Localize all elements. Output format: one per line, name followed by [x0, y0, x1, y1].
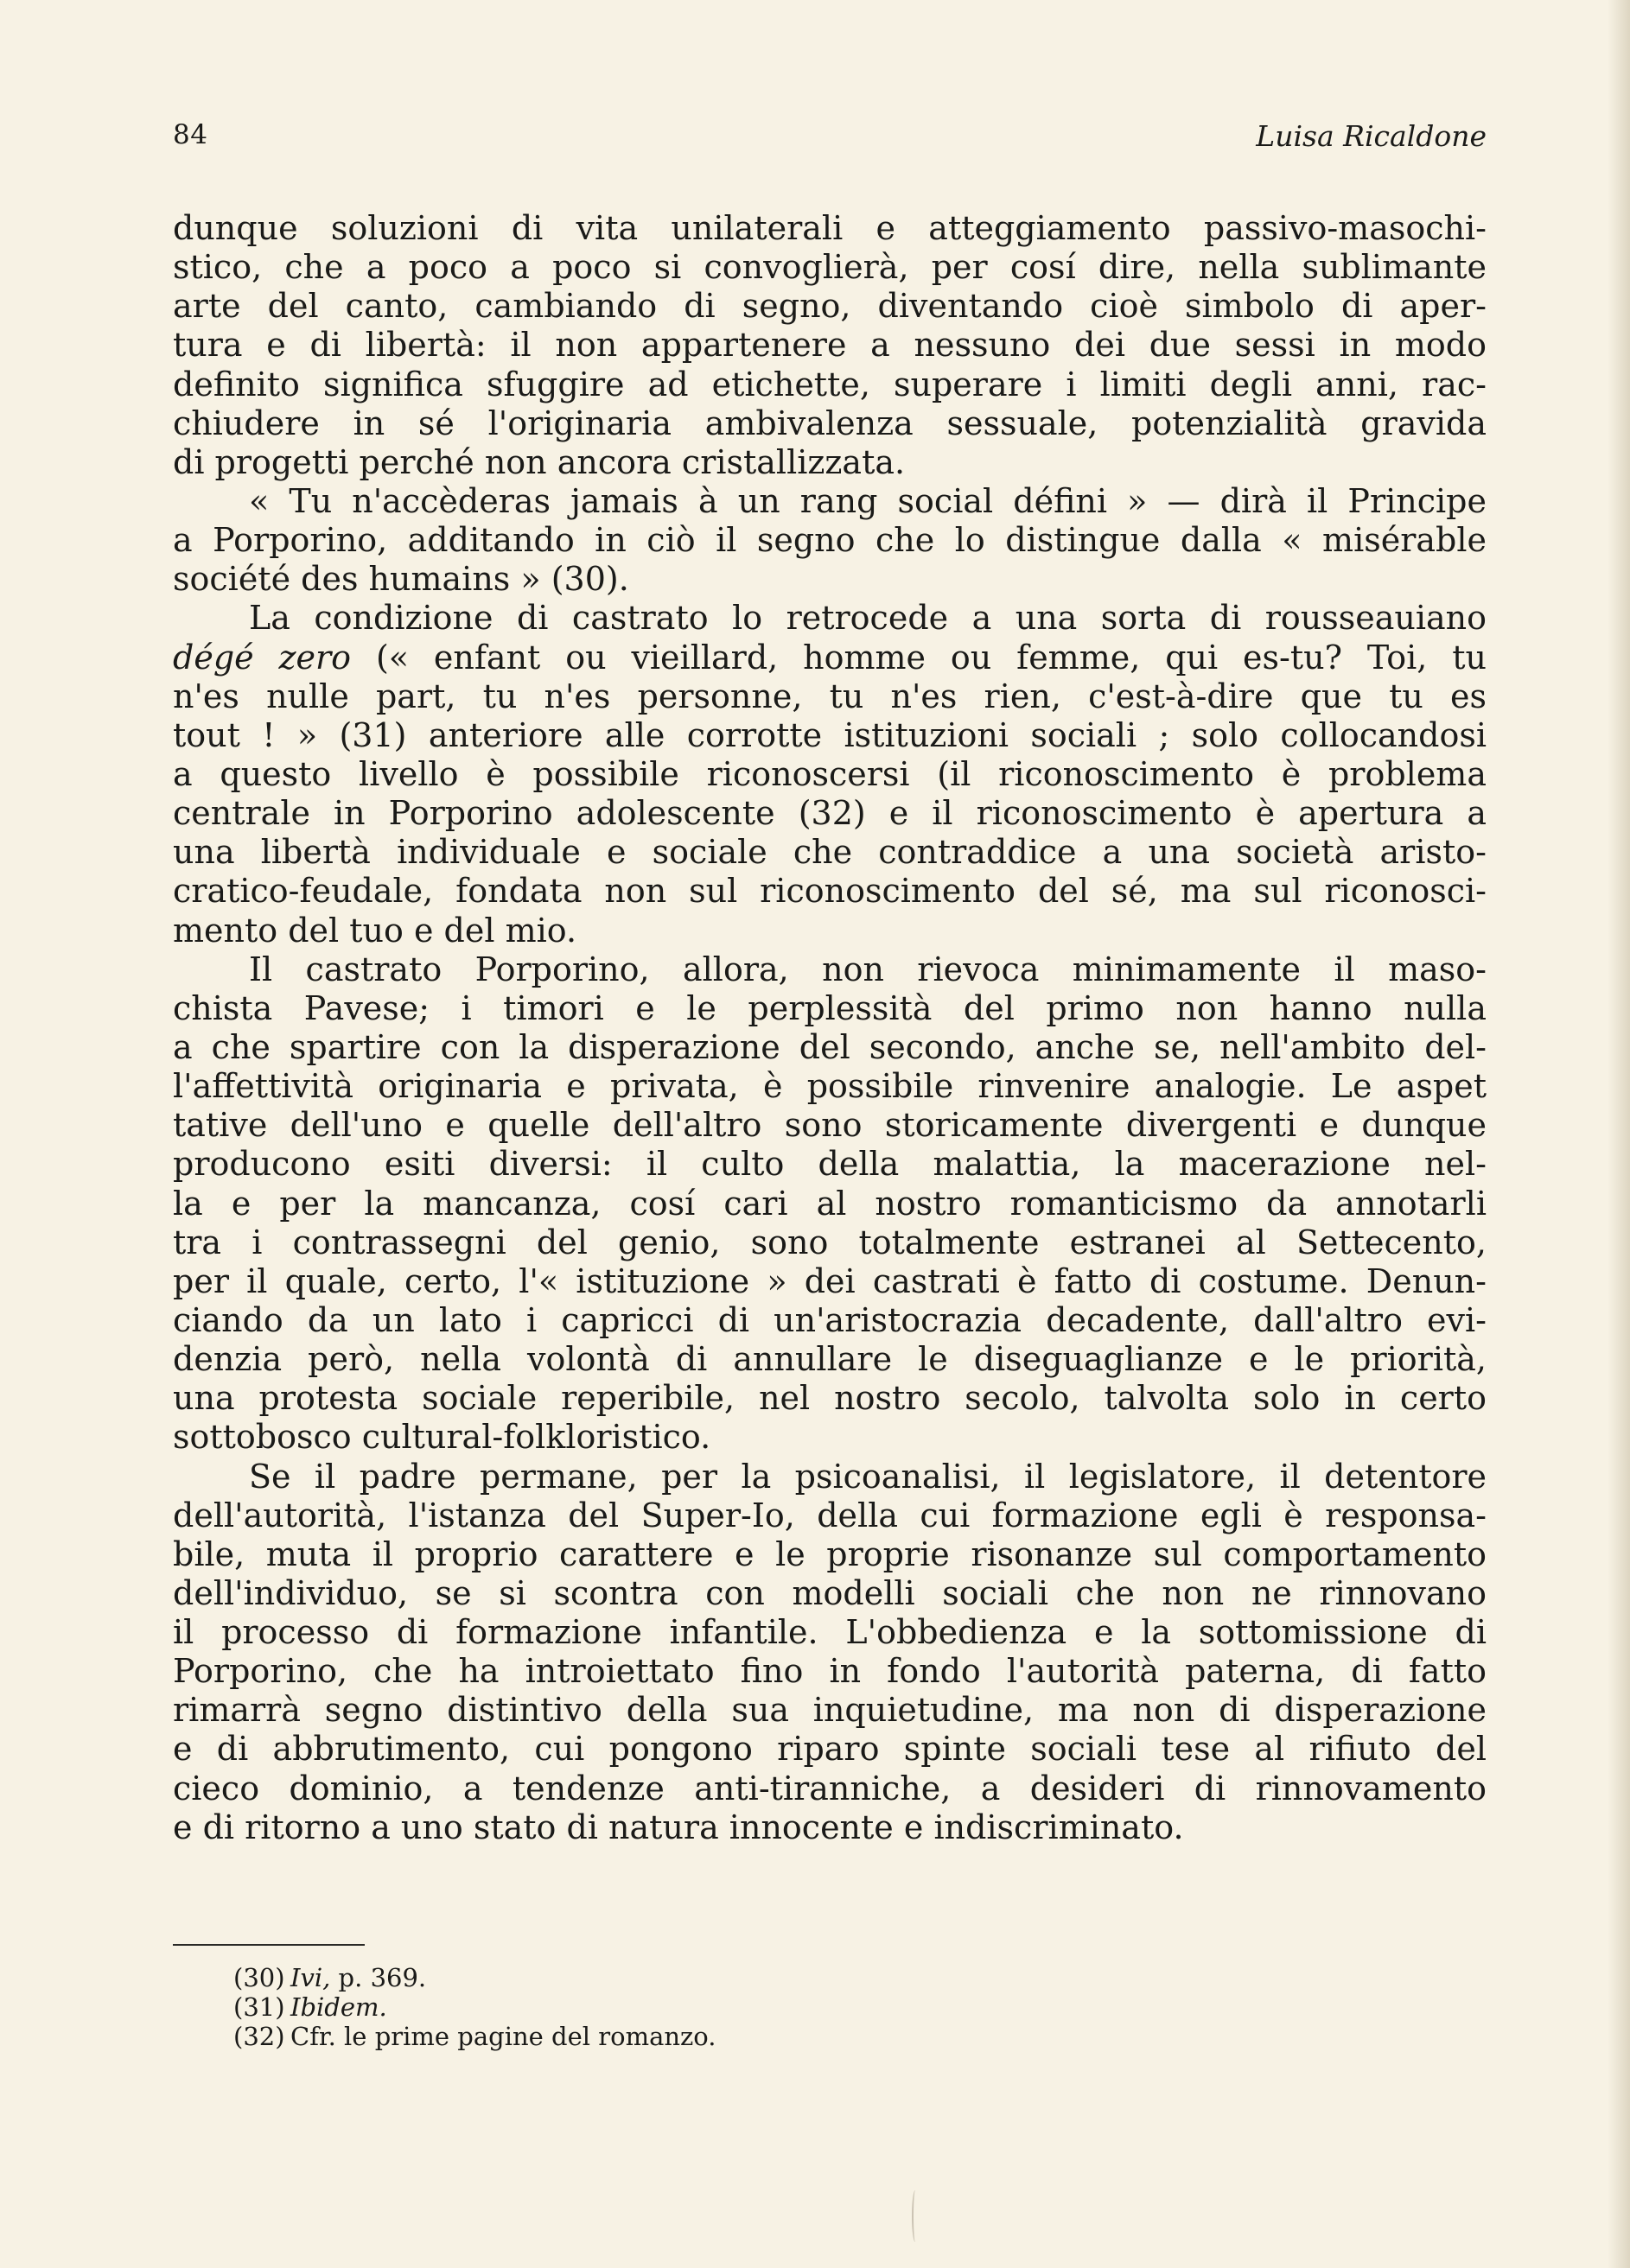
- text-line: tra i contrassegni del genio, sono totalmente estranei al Settecento,: [173, 1223, 1487, 1261]
- text-line: [173, 638, 1487, 677]
- text-line: centrale in Porporino adolescente (32) e il riconoscimento è apertura a: [173, 794, 1487, 833]
- text-line: denzia però, nella volontà di annullare le diseguaglianze e le priorità,: [173, 1340, 1487, 1379]
- text-line: Se il padre permane, per la psicoanalisi, il legislatore, il detentore: [249, 1457, 1487, 1496]
- footnote-number: (30): [233, 1963, 285, 1992]
- footnote-text: p. 369.: [330, 1963, 427, 1992]
- text-segment: (« enfant ou vieillard, homme ou femme, qui es-tu? Toi, tu: [351, 638, 1487, 677]
- running-head: Luisa Ricaldone: [1256, 119, 1487, 153]
- text-line: a che spartire con la disperazione del secondo, anche se, nell'ambito del-: [173, 1027, 1487, 1066]
- text-line: société des humains » (30).: [173, 560, 629, 599]
- footnote-number: (32): [233, 2022, 285, 2051]
- italic-phrase: dégé zero: [173, 638, 352, 677]
- text-line: definito significa sfuggire ad etichette, superare i limiti degli anni, rac-: [173, 365, 1487, 403]
- text-line: cieco dominio, a tendenze anti-tiranniche, a desideri di rinnovamento: [173, 1769, 1487, 1807]
- text-line: Il castrato Porporino, allora, non rievoca minimamente il maso-: [249, 950, 1487, 988]
- page-header: [173, 119, 1487, 162]
- text-line: tative dell'uno e quelle dell'altro sono storicamente divergenti e dunque: [173, 1106, 1487, 1145]
- paragraph-2: [173, 482, 1487, 599]
- footnotes: [233, 1963, 1270, 2051]
- text-line: mento del tuo e del mio.: [173, 911, 577, 950]
- footnote-32: [233, 2022, 1270, 2051]
- text-line: « Tu n'accèderas jamais à un rang social défini » — dirà il Principe: [249, 481, 1487, 520]
- text-line: tura e di libertà: il non appartenere a nessuno dei due sessi in modo: [173, 326, 1487, 365]
- text-line: chiudere in sé l'originaria ambivalenza sessuale, potenzialità gravida: [173, 403, 1487, 442]
- text-line: tout ! » (31) anteriore alle corrotte istituzioni sociali ; solo collocandosi: [173, 715, 1487, 754]
- footnote-31: [233, 1992, 1270, 2022]
- text-line: una protesta sociale reperibile, nel nostro secolo, talvolta solo in certo: [173, 1379, 1487, 1418]
- text-line: cratico-feudale, fondata non sul riconoscimento del sé, ma sul riconosci-: [173, 872, 1487, 911]
- text-line: dell'individuo, se si scontra con modelli sociali che non ne rinnovano: [173, 1573, 1487, 1612]
- footnote-italic: Ibidem.: [290, 1992, 387, 2022]
- footnote-text: Cfr. le prime pagine del romanzo.: [290, 2022, 716, 2051]
- text-line: arte del canto, cambiando di segno, diventando cioè simbolo di aper-: [173, 287, 1487, 326]
- text-line: il processo di formazione infantile. L'obbedienza e la sottomissione di: [173, 1613, 1487, 1652]
- text-line: ciando da un lato i capricci di un'aristocrazia decadente, dall'altro evi-: [173, 1300, 1487, 1339]
- footnote-number: (31): [233, 1992, 285, 2022]
- page-number: 84: [173, 119, 208, 150]
- text-line: chista Pavese; i timori e le perplessità del primo non hanno nulla: [173, 988, 1487, 1027]
- text-line: La condizione di castrato lo retrocede a una sorta di rousseauiano: [249, 599, 1487, 638]
- text-line: bile, muta il proprio carattere e le proprie risonanze sul comportamento: [173, 1534, 1487, 1573]
- page-edge-shadow: [1608, 0, 1630, 2268]
- text-line: a questo livello è possibile riconoscersi (il riconoscimento è problema: [173, 754, 1487, 793]
- footnote-separator: [173, 1944, 365, 1946]
- text-line: e di abbrutimento, cui pongono riparo spinte sociali tese al rifiuto del: [173, 1730, 1487, 1769]
- footnote-30: [233, 1963, 1270, 1992]
- text-line: stico, che a poco a poco si convoglierà, per cosí dire, nella sublimante: [173, 248, 1487, 287]
- text-line: di progetti perché non ancora cristallizzata.: [173, 442, 906, 481]
- body-text: [173, 209, 1487, 1847]
- paragraph-1: [173, 209, 1487, 482]
- paragraph-5: [173, 1458, 1487, 1847]
- text-line: Porporino, che ha introiettato fino in fondo l'autorità paterna, di fatto: [173, 1652, 1487, 1691]
- text-line: sottobosco cultural-folkloristico.: [173, 1418, 711, 1457]
- text-line: rimarrà segno distintivo della sua inquietudine, ma non di disperazione: [173, 1691, 1487, 1730]
- paragraph-3: [173, 599, 1487, 950]
- text-line: a Porporino, additando in ciò il segno che lo distingue dalla « misérable: [173, 521, 1487, 560]
- text-line: l'affettività originaria e privata, è possibile rinvenire analogie. Le aspet: [173, 1067, 1487, 1106]
- paragraph-4: [173, 950, 1487, 1458]
- text-line: dunque soluzioni di vita unilaterali e atteggiamento passivo-masochi-: [173, 209, 1487, 247]
- paper-mark: [912, 2190, 919, 2242]
- text-line: una libertà individuale e sociale che contraddice a una società aristo-: [173, 833, 1487, 872]
- footnote-italic: Ivi,: [290, 1963, 331, 1992]
- text-line: per il quale, certo, l'« istituzione » dei castrati è fatto di costume. Denun-: [173, 1261, 1487, 1300]
- text-line: producono esiti diversi: il culto della malattia, la macerazione nel-: [173, 1145, 1487, 1184]
- text-line: la e per la mancanza, cosí cari al nostro romanticismo da annotarli: [173, 1184, 1487, 1223]
- text-line: n'es nulle part, tu n'es personne, tu n'es rien, c'est-à-dire que tu es: [173, 677, 1487, 715]
- text-line: e di ritorno a uno stato di natura innocente e indiscriminato.: [173, 1807, 1184, 1846]
- text-line: dell'autorità, l'istanza del Super-Io, della cui formazione egli è responsa-: [173, 1496, 1487, 1534]
